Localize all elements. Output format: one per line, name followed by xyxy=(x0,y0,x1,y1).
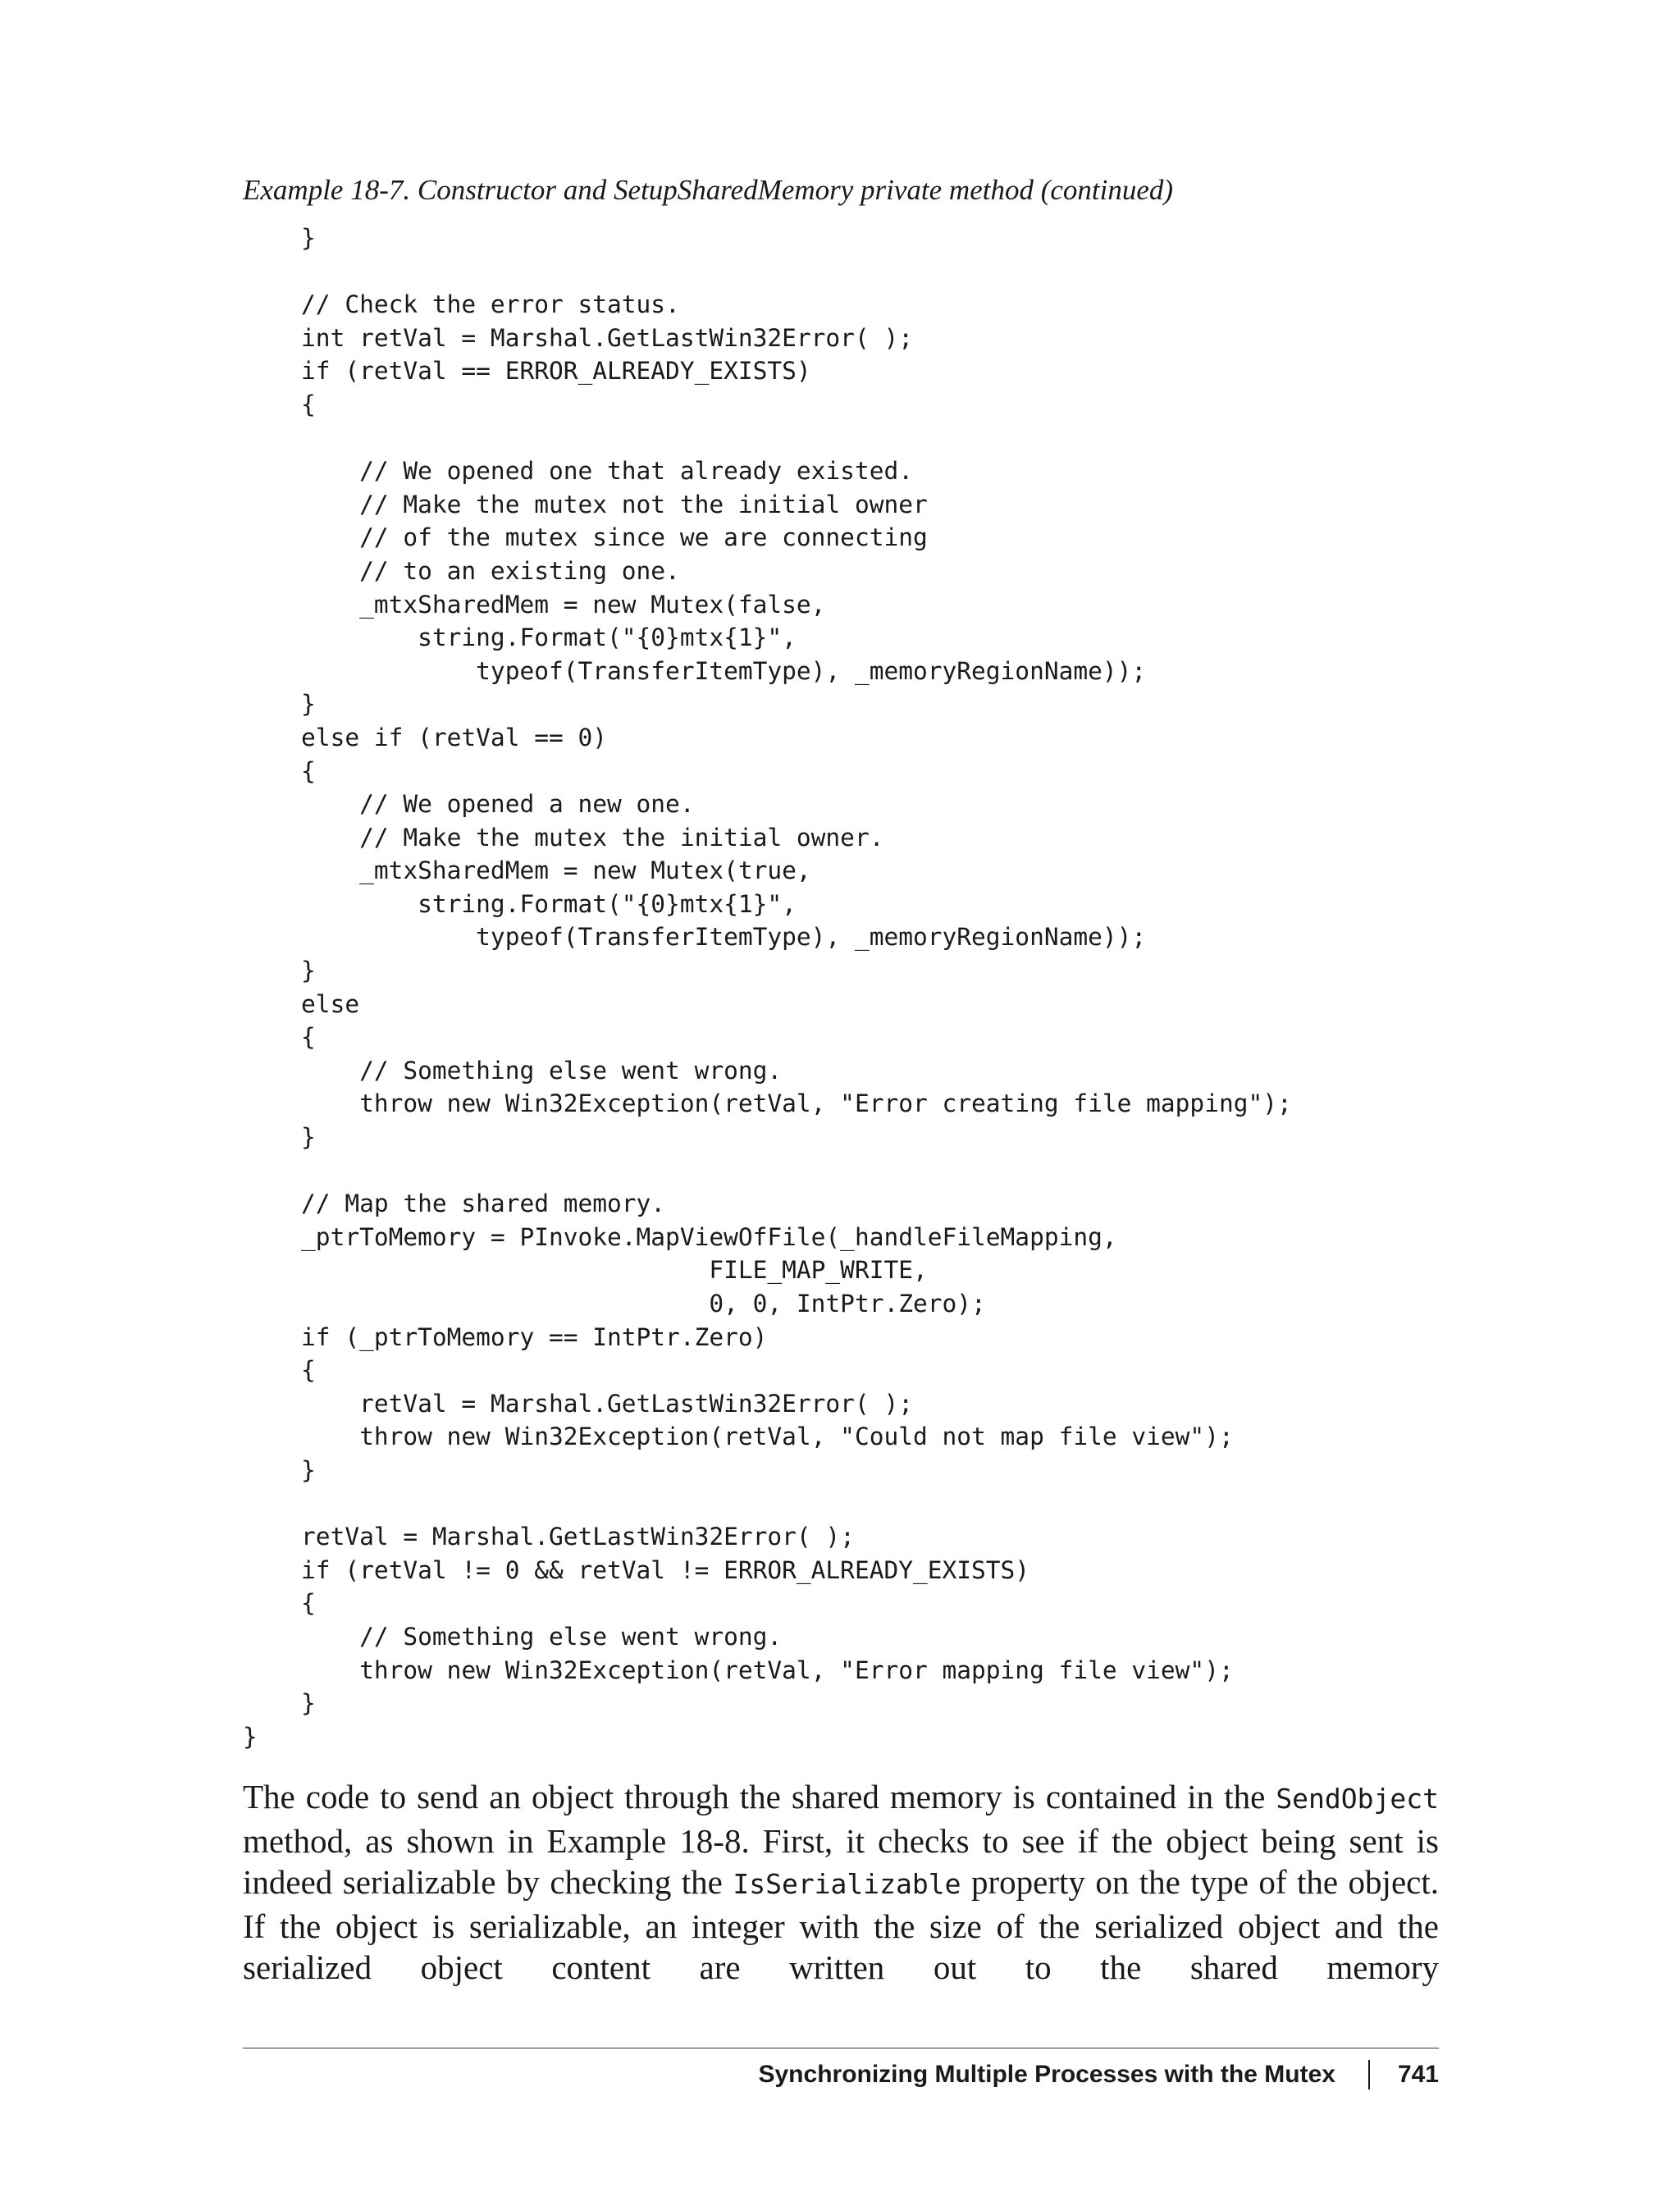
inline-code-isserializable: IsSerializable xyxy=(733,1868,961,1900)
code-line: { xyxy=(243,1589,316,1618)
code-listing xyxy=(243,222,1292,1753)
page-number: 741 xyxy=(1397,2061,1439,2088)
code-line: // We opened a new one. xyxy=(243,790,695,819)
code-line: // Check the error status. xyxy=(243,290,680,319)
page-footer xyxy=(758,2059,1439,2090)
footer-separator xyxy=(1368,2060,1370,2090)
code-line: else if (retVal == 0) xyxy=(243,723,608,751)
paragraph-text: method, as shown in Example 18-8. First, it checks to see if the object being sent is indeed serializable by checking the xyxy=(243,1821,1439,1901)
code-line: { xyxy=(243,1023,316,1052)
code-line: } xyxy=(243,1455,316,1484)
code-line: // Something else went wrong. xyxy=(243,1056,783,1085)
code-line: } xyxy=(243,1123,316,1152)
running-footer-title: Synchronizing Multiple Processes with the Mutex xyxy=(758,2061,1335,2088)
code-line: if (_ptrToMemory == IntPtr.Zero) xyxy=(243,1322,768,1351)
code-line: retVal = Marshal.GetLastWin32Error( ); xyxy=(243,1523,855,1551)
code-line: // Make the mutex the initial owner. xyxy=(243,823,884,852)
code-line: typeof(TransferItemType), _memoryRegionName)); xyxy=(243,923,1147,952)
code-line: } xyxy=(243,224,316,252)
code-line: } xyxy=(243,1689,316,1718)
code-line: else xyxy=(243,989,360,1018)
code-line: FILE_MAP_WRITE, xyxy=(243,1256,928,1285)
code-line: // We opened one that already existed. xyxy=(243,457,913,486)
code-line: throw new Win32Exception(retVal, "Error mapping file view"); xyxy=(243,1656,1234,1684)
code-line: { xyxy=(243,756,316,785)
code-line: string.Format("{0}mtx{1}", xyxy=(243,889,797,918)
code-line: string.Format("{0}mtx{1}", xyxy=(243,623,797,652)
code-line: typeof(TransferItemType), _memoryRegionName)); xyxy=(243,656,1147,685)
code-line: { xyxy=(243,390,316,418)
code-line: retVal = Marshal.GetLastWin32Error( ); xyxy=(243,1389,913,1418)
code-line: if (retVal != 0 && retVal != ERROR_ALREADY_EXISTS) xyxy=(243,1555,1030,1584)
code-line: // Make the mutex not the initial owner xyxy=(243,490,928,518)
paragraph-text: The code to send an object through the shared memory is contained in the xyxy=(243,1778,1276,1815)
code-line: _mtxSharedMem = new Mutex(true, xyxy=(243,856,811,885)
code-line: _mtxSharedMem = new Mutex(false, xyxy=(243,590,826,619)
example-caption: Example 18-7. Constructor and SetupSharedMemory private method (continued) xyxy=(243,174,1174,206)
code-line: } xyxy=(243,690,316,719)
code-line: _ptrToMemory = PInvoke.MapViewOfFile(_handleFileMapping, xyxy=(243,1222,1117,1251)
code-line: // Map the shared memory. xyxy=(243,1190,666,1218)
code-line: 0, 0, IntPtr.Zero); xyxy=(243,1290,986,1318)
code-line: // Something else went wrong. xyxy=(243,1622,783,1651)
paragraph-text: property on the type of the object. If the object is serializable, an integer with the size of the serialized object and the serialized object content are written out to the shared memory xyxy=(243,1863,1439,1986)
code-line: if (retVal == ERROR_ALREADY_EXISTS) xyxy=(243,357,811,386)
code-line: } xyxy=(243,1722,258,1751)
code-line: } xyxy=(243,957,316,985)
code-line: throw new Win32Exception(retVal, "Error creating file mapping"); xyxy=(243,1089,1292,1118)
inline-code-sendobject: SendObject xyxy=(1276,1783,1439,1815)
code-line: throw new Win32Exception(retVal, "Could not map file view"); xyxy=(243,1423,1234,1451)
code-line: { xyxy=(243,1356,316,1385)
code-line: int retVal = Marshal.GetLastWin32Error( ); xyxy=(243,323,913,352)
code-line: // to an existing one. xyxy=(243,556,680,585)
code-line: // of the mutex since we are connecting xyxy=(243,523,928,552)
body-paragraph xyxy=(243,1776,1439,1989)
